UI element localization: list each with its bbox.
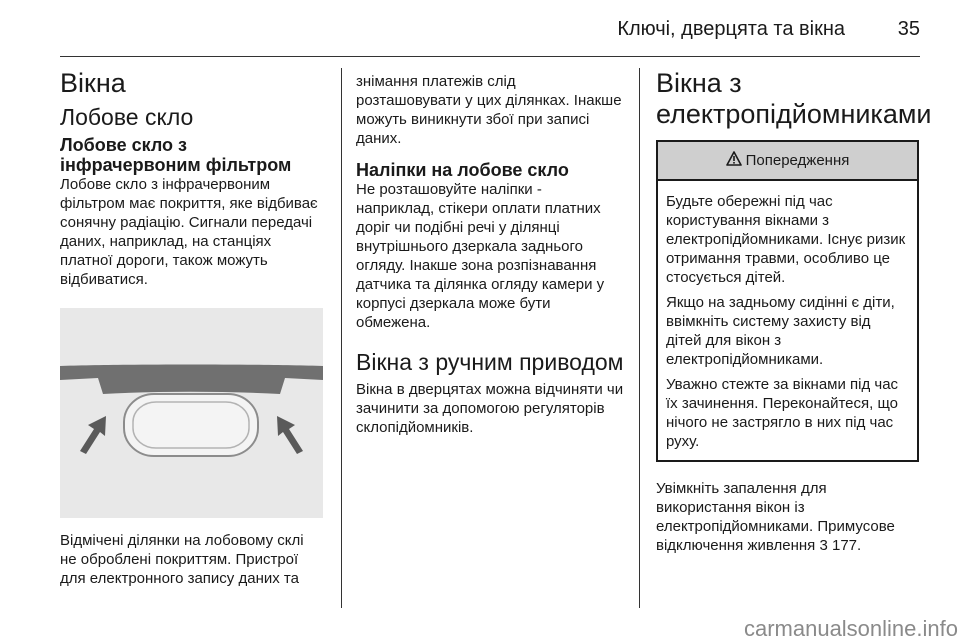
- section-title-manual-windows: Вікна з ручним приводом: [356, 349, 624, 375]
- page-ref-link[interactable]: 177.: [831, 537, 862, 554]
- warning-paragraph-3: Уважно стежте за вікнами під час їх зачинення. Переконайтеся, що нічого не застрягло в них під час руху.: [666, 376, 899, 450]
- body-power-windows-text: Увімкніть запалення для використання вікон із електропідйомниками. Примусове відключення живлення: [656, 480, 895, 554]
- heading-ir-windscreen: Лобове скло з інфрачервоним фільтром: [60, 135, 292, 175]
- warning-paragraph-1: Будьте обережні під час користування вікнами з електропідйомниками. Існує ризик отримання травми, особливо це стосується дітей.: [666, 193, 906, 286]
- watermark: carmanualsonline.info: [743, 616, 958, 641]
- warning-header: [658, 142, 917, 181]
- column-2: [356, 72, 624, 437]
- warning-box: [656, 140, 919, 462]
- body-ir-windscreen: Лобове скло з інфрачервоним фільтром має покриття, яке відбиває сонячну радіацію. Сигнали передачі даних, наприклад, на станціях платної дороги, також можуть відбиватися.: [60, 176, 318, 288]
- warning-paragraph-2: Якщо на задньому сидінні є діти, ввімкніть систему захисту від дітей для вікон з електропідйомниками.: [666, 294, 895, 368]
- column-1: [60, 68, 323, 588]
- body-power-windows: [656, 479, 919, 555]
- column-divider-1: [341, 68, 342, 608]
- page-ref-symbol: 3: [819, 537, 828, 554]
- warning-body: [658, 181, 917, 460]
- subsection-title-windscreen: Лобове скло: [60, 104, 194, 130]
- windscreen-figure: [60, 308, 323, 518]
- rear-view-mirror: [124, 394, 258, 456]
- column-3: [656, 68, 932, 555]
- body-stickers: Не розташовуйте наліпки - наприклад, стікери оплати платних доріг чи подібні речі у ділянці внутрішнього дзеркала заднього огляду. Інакше зона розпізнавання датчика та ділянка огляду камери у корпусі дзеркала може бути обмежена.: [356, 181, 605, 331]
- page-header-title: Ключі, дверцята та вікна: [617, 18, 845, 40]
- figure-caption: Відмічені ділянки на лобовому склі не оброблені покриттям. Пристрої для електронного запису даних та: [60, 532, 304, 587]
- continued-text: знімання платежів слід розташовувати у цих ділянках. Інакше можуть виникнути збої при записі даних.: [356, 73, 622, 147]
- body-manual-windows: Вікна в дверцятах можна відчиняти чи зачинити за допомогою регуляторів склопідйомників.: [356, 381, 624, 436]
- page-number: 35: [897, 18, 920, 40]
- header-rule: [60, 56, 920, 57]
- heading-stickers: Наліпки на лобове скло: [356, 160, 569, 180]
- column-divider-2: [639, 68, 640, 608]
- windscreen-illustration: [60, 308, 323, 518]
- section-title-power-windows: Вікна з електропідйомниками: [656, 68, 932, 129]
- warning-title: Попередження: [745, 152, 850, 169]
- section-title-windows: Вікна: [60, 68, 126, 98]
- warning-triangle-icon: [726, 151, 742, 170]
